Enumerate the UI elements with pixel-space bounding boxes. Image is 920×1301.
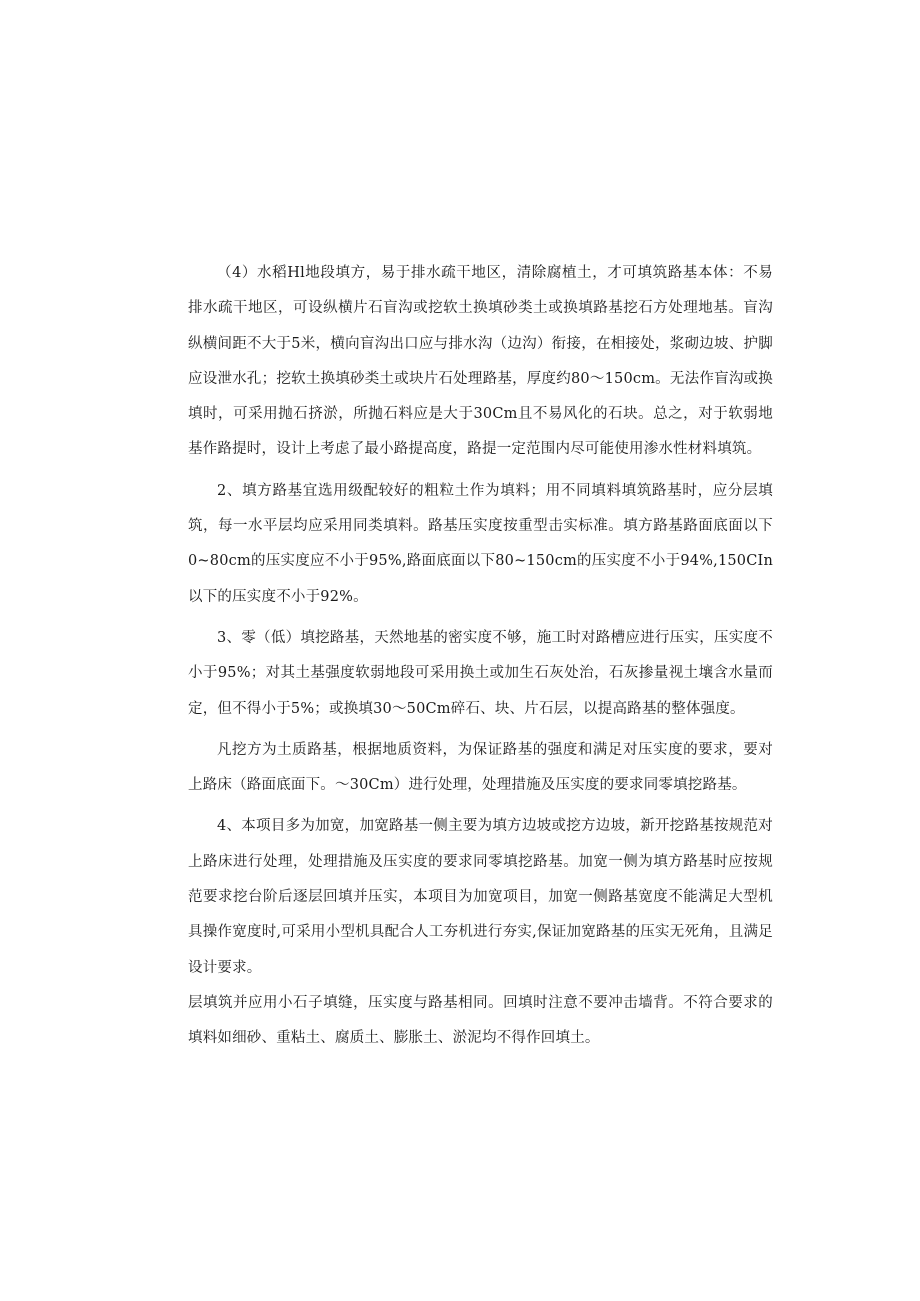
- paragraph-widening-subgrade: 4、本项目多为加宽，加宽路基一侧主要为填方边坡或挖方边坡，新开挖路基按规范对上路床进行处理，处理措施及压实度的要求同零填挖路基。加宽一侧为填方路基时应按规范要求挖台阶后逐层回填并压实，本项目为加宽项目，加宽一侧路基宽度不能满足大型机具操作宽度时,可采用小型机具配合人工夯机进行夯实,保证加宽路基的压实无死角，且满足设计要求。: [188, 818, 773, 976]
- paragraph-backfill: 层填筑并应用小石子填缝，压实度与路基相同。回填时注意不要冲击墙背。不符合要求的填料如细砂、重粘土、腐质土、膨胀土、淤泥均不得作回填土。: [188, 994, 773, 1047]
- paragraph-cut-subgrade: 凡挖方为土质路基，根据地质资料，为保证路基的强度和满足对压实度的要求，要对上路床（路面底面下。～30Cm）进行处理，处理措施及压实度的要求同零填挖路基。: [188, 741, 773, 794]
- paragraph-fill-subgrade: 2、填方路基宜选用级配较好的粗粒土作为填料；用不同填料填筑路基时，应分层填筑，每一水平层均应采用同类填料。路基压实度按重型击实标准。填方路基路面底面以下0~80cm的压实度应不小于95%,路面底面以下80~150cm的压实度不小于94%,150CIn以下的压实度不小于92%。: [188, 482, 773, 605]
- paragraph-zero-fill-subgrade: 3、零（低）填挖路基，天然地基的密实度不够，施工时对路槽应进行压实，压实度不小于95%；对其土基强度软弱地段可采用换土或加生石灰处治，石灰掺量视土壤含水量而定，但不得小于5%；或换填30～50Cm碎石、块、片石层，以提高路基的整体强度。: [188, 629, 773, 717]
- document-body: [188, 256, 773, 1057]
- paragraph-soft-ground-treatment: （4）水稻Hl地段填方，易于排水疏干地区，清除腐植土，才可填筑路基本体：不易排水疏干地区，可设纵横片石盲沟或挖软土换填砂类土或换填路基挖石方处理地基。盲沟纵横间距不大于5米，横向盲沟出口应与排水沟（边沟）衔接，在相接处，浆砌边坡、护脚应设泄水孔；挖软土换填砂类土或块片石处理路基，厚度约80～150cm。无法作盲沟或换填时，可采用抛石挤淤，所抛石料应是大于30Cm且不易风化的石块。总之，对于软弱地基作路提时，设计上考虑了最小路提高度，路提一定范围内尽可能使用渗水性材料填筑。: [188, 265, 773, 458]
